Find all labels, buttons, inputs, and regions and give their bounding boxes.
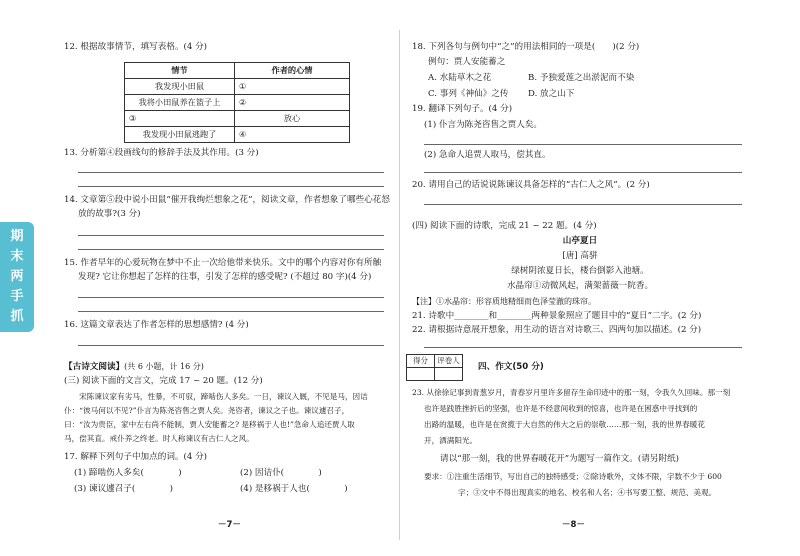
q23-line: 开，洒满阳光。 bbox=[424, 436, 478, 445]
answer-line[interactable] bbox=[78, 172, 384, 173]
side-tab-char: 两 bbox=[10, 269, 24, 284]
q17-item[interactable]: (1) 蹄啮伤人多矣( ) bbox=[74, 468, 182, 478]
question-20: 20. 请用自己的话说说陈谏议具备怎样的“古仁人之风”。(2 分) bbox=[412, 180, 650, 190]
q19-sentence-1: (1) 仆言为陈尧咨售之贾人矣。 bbox=[424, 120, 543, 130]
q17-item[interactable]: (2) 因诘仆( ) bbox=[240, 468, 322, 478]
poem-note: 【注】①水晶帘：形容质地精细而色泽莹澈的珠帘。 bbox=[412, 297, 596, 306]
q19-sentence-2: (2) 急命人追贾人取马，偿其直。 bbox=[424, 150, 551, 160]
q18-example: 例句：贾人安能蓄之 bbox=[428, 57, 506, 67]
question-14-cont: 放的故事?(3 分) bbox=[78, 209, 141, 219]
poem-line: 绿树阴浓夏日长，楼台倒影入池塘。 bbox=[511, 266, 649, 276]
question-22: 22. 请根据诗意展开想象，用生动的语言对诗歌三、四两句加以描述。(2 分) bbox=[412, 325, 702, 335]
answer-line[interactable] bbox=[78, 186, 384, 187]
question-15: 15. 作者早年的心爱玩物在梦中不止一次给他带来快乐。文中的哪个内容对你有所触 bbox=[64, 258, 382, 268]
poem-title: 山亭夏日 bbox=[562, 236, 598, 246]
score-box bbox=[406, 354, 463, 381]
q23-requirement: 要求：①注重生活细节，写出自己的独特感受；②除诗歌外，文体不限，字数不少于 600 bbox=[424, 472, 722, 481]
section-title: 【古诗文阅读】(共 6 小题，计 16 分) bbox=[64, 362, 204, 372]
q23-line: 出路的温暖，也许是在赏揽于大自然的伟大之后的崇敬……那一刻，我的世界春暖花 bbox=[424, 420, 705, 429]
page-number: －8－ bbox=[562, 520, 585, 530]
answer-line[interactable] bbox=[78, 235, 384, 236]
q23-requirement: 字；③文中不得出现真实的地名、校名和人名；④书写要工整、规范、美观。 bbox=[458, 488, 717, 497]
page-divider bbox=[399, 30, 400, 540]
side-tab-char: 期 bbox=[10, 229, 24, 244]
answer-line[interactable] bbox=[424, 144, 742, 145]
score-header: 得分 bbox=[407, 355, 435, 368]
page-number: －7－ bbox=[218, 520, 241, 530]
sub-section-4: (四) 阅读下面的诗歌，完成 21 ~ 22 题。(4 分) bbox=[412, 221, 597, 231]
question-19: 19. 翻译下列句子。(4 分) bbox=[412, 104, 513, 114]
score-cell[interactable] bbox=[435, 368, 463, 381]
side-tab-char: 抓 bbox=[10, 309, 24, 324]
question-14: 14. 文章第⑤段中说小田鼠“催开我绚烂想象之花”，阅读文章，作者想象了哪些心花怒 bbox=[64, 195, 390, 205]
answer-line[interactable] bbox=[424, 172, 742, 173]
answer-line[interactable] bbox=[424, 347, 742, 348]
question-18: 18. 下列各句与例句中“之”的用法相同的一项是( )(2 分) bbox=[412, 42, 640, 52]
question-15-cont: 发现? 它让你想起了怎样的往事，引发了怎样的感受呢? (不超过 80 字)(4 分) bbox=[78, 272, 372, 282]
question-13: 13. 分析第④段画线句的修辞手法及其作用。(3 分) bbox=[64, 148, 259, 158]
score-header: 评卷人 bbox=[435, 355, 463, 368]
answer-line[interactable] bbox=[78, 311, 384, 312]
sub-section-3: (三) 阅读下面的文言文，完成 17 ~ 20 题。(12 分) bbox=[64, 376, 263, 386]
q18-option-d[interactable]: D. 放之山下 bbox=[528, 89, 575, 99]
poem-author: [唐] 高骈 bbox=[562, 251, 598, 261]
poem-line: 水晶帘①动微风起，满架蔷薇一院香。 bbox=[506, 281, 654, 291]
q18-option-b[interactable]: B. 予独爱莲之出淤泥而不染 bbox=[528, 73, 635, 83]
question-12: 12. 根据故事情节，填写表格。(4 分) bbox=[64, 42, 208, 52]
q23-line: 也许是践胜挫折后的坚强，也许是不经意间收到的惊喜，也许是在困惑中寻找到的 bbox=[424, 404, 698, 413]
section-5-title: 四、作文(50 分) bbox=[478, 362, 544, 372]
question-16: 16. 这篇文章表达了作者怎样的思想感情? (4 分) bbox=[64, 320, 249, 330]
passage-line: 马，偿其直。戒仆养之终老。时人称谏议有古仁人之风。 bbox=[64, 434, 254, 443]
passage-line: 仆：“彼马何以不见?”仆言为陈尧咨售之贾人矣。尧咨者，谏议之子也。谏议遽召子， bbox=[64, 406, 350, 415]
answer-line[interactable] bbox=[78, 345, 384, 346]
q18-option-a[interactable]: A. 水陆草木之花 bbox=[428, 73, 492, 83]
q17-item[interactable]: (3) 谏议遽召子( ) bbox=[74, 484, 173, 494]
q17-item[interactable]: (4) 是移祸于人也( ) bbox=[240, 484, 348, 494]
answer-line[interactable] bbox=[78, 249, 384, 250]
q23-line: 23. 从徐徐记事到青葱岁月，青春岁月里许多留存生命印迹中的那一刻，令我久久回味。那一刻 bbox=[412, 388, 731, 397]
table-row: 我发现小田鼠 ① bbox=[125, 79, 350, 95]
table-row: 我发现小田鼠逃跑了 ④ bbox=[125, 127, 350, 143]
q23-prompt: 请以“那一刻，我的世界春暖花开”为题写一篇作文。(请另附纸) bbox=[440, 454, 679, 464]
table-header: 作者的心情 bbox=[235, 63, 350, 79]
answer-line[interactable] bbox=[78, 297, 384, 298]
side-tab bbox=[0, 222, 34, 332]
table-header: 情节 bbox=[125, 63, 235, 79]
question-17: 17. 解释下列句子中加点的词。(4 分) bbox=[64, 452, 208, 462]
table-row: 我将小田鼠养在篮子上 ② bbox=[125, 95, 350, 111]
passage-line: 宋陈谏议家有劣马，性暴，不可驭，蹄啮伤人多矣。一日，谏议入厩，不见是马，因诘 bbox=[64, 392, 368, 401]
side-tab-char: 手 bbox=[10, 289, 24, 304]
side-tab-char: 末 bbox=[10, 249, 24, 264]
score-cell[interactable] bbox=[407, 368, 435, 381]
q18-option-c[interactable]: C. 事列《神仙》之传 bbox=[428, 89, 509, 99]
answer-line[interactable] bbox=[424, 204, 742, 205]
question-21[interactable]: 21. 诗歌中________和________两种景象照应了题目中的“夏日”二字。(2 分) bbox=[412, 311, 702, 321]
plot-table bbox=[124, 62, 350, 143]
table-row: ③ 放心 bbox=[125, 111, 350, 127]
passage-line: 曰：“汝为贵臣，家中左右尚不能制，贾人安能蓄之? 是移祸于人也!”急命人追还贾人取 bbox=[64, 420, 355, 429]
